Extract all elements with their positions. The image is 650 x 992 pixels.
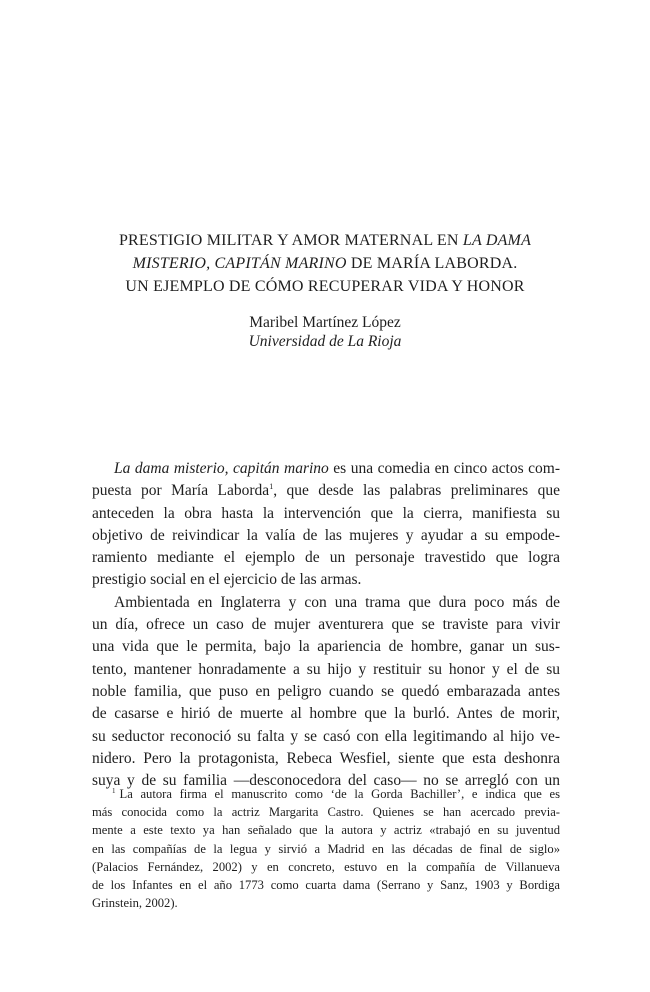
body-line: de casarse e hirió de muerte al hombre que la burló. Antes de morir, <box>92 705 560 723</box>
footnote-line: de los Infantes en el año 1773 como cuarta dama (Serrano y Sanz, 1903 y Bordiga <box>92 877 560 892</box>
body-line: su seductor reconoció su falta y se casó con ella legitimando al hijo ve- <box>92 727 560 745</box>
footnote-line: (Palacios Fernández, 2002) y en concreto, estuvo en la compañía de Villanueva <box>92 859 560 874</box>
body-line-text: es una comedia en cinco actos com- <box>328 460 560 477</box>
footnote-line: más conocida como la actriz Margarita Castro. Quienes se han acercado previa- <box>92 805 560 820</box>
body-line: Ambientada en Inglaterra y con una trama que dura poco más de <box>114 593 560 611</box>
body-line <box>92 480 560 502</box>
author-name: Maribel Martínez López <box>249 314 401 331</box>
body-line <box>92 458 560 480</box>
body-line: un día, ofrece un caso de mujer aventurera que se traviste para vivir <box>92 616 560 634</box>
footnote-line <box>92 785 560 803</box>
body-line: suya y de su familia —desconocedora del caso— no se arregló con un <box>92 772 560 790</box>
article-title <box>90 229 560 298</box>
body-line: anteceden la obra hasta la intervención que la cierra, manifiesta su <box>92 504 560 522</box>
footnote-line: mente a este texto ya han señalado que la autora y actriz «trabajó en su juventud <box>92 823 560 838</box>
title-line-2 <box>90 252 560 275</box>
body-text <box>92 458 560 792</box>
title-line-3 <box>90 275 560 298</box>
body-line: noble familia, que puso en peligro cuando se quedó embarazada antes <box>92 682 560 700</box>
body-line-text: puesta por María Laborda <box>92 482 270 500</box>
author-affiliation: Universidad de La Rioja <box>248 333 402 350</box>
title-line-2-italic: MISTERIO, CAPITÁN MARINO <box>132 255 347 272</box>
footnotes <box>92 785 560 912</box>
body-line: una vida que le permita, bajo la apariencia de hombre, ganar un sus- <box>92 638 560 656</box>
work-title-italic: La dama misterio, capitán marino <box>114 460 329 477</box>
title-line-3-text: UN EJEMPLO DE CÓMO RECUPERAR VIDA Y HONOR <box>125 278 525 295</box>
body-line: objetivo de reivindicar la valía de las mujeres y ayudar a su empode- <box>92 526 560 544</box>
footnote-line: en las compañías de la legua y sirvió a Madrid en las décadas de final de siglo» <box>92 841 560 856</box>
title-line-1 <box>90 229 560 252</box>
footnote-line-text: La autora firma el manuscrito como ‘de la Gorda Bachiller’, e indica que es <box>119 787 560 801</box>
title-line-1-text: PRESTIGIO MILITAR Y AMOR MATERNAL EN <box>118 232 463 249</box>
body-line: nidero. Pero la protagonista, Rebeca Wesfiel, siente que esta deshonra <box>92 749 560 767</box>
body-line: tento, mantener honradamente a su hijo y restituir su honor y el de su <box>92 660 560 678</box>
title-line-1-italic: LA DAMA <box>462 232 532 249</box>
body-line: prestigio social en el ejercicio de las armas. <box>92 571 362 589</box>
body-line: ramiento mediante el ejemplo de un personaje travestido que logra <box>92 549 560 567</box>
title-line-2-text: DE MARÍA LABORDA. <box>346 255 518 272</box>
body-line-text: , que desde las palabras preliminares que <box>273 482 560 500</box>
footnote-number: 1 <box>112 787 116 795</box>
footnote-reference[interactable]: 1 <box>269 482 274 492</box>
footnote-line: Grinstein, 2002). <box>92 896 178 911</box>
